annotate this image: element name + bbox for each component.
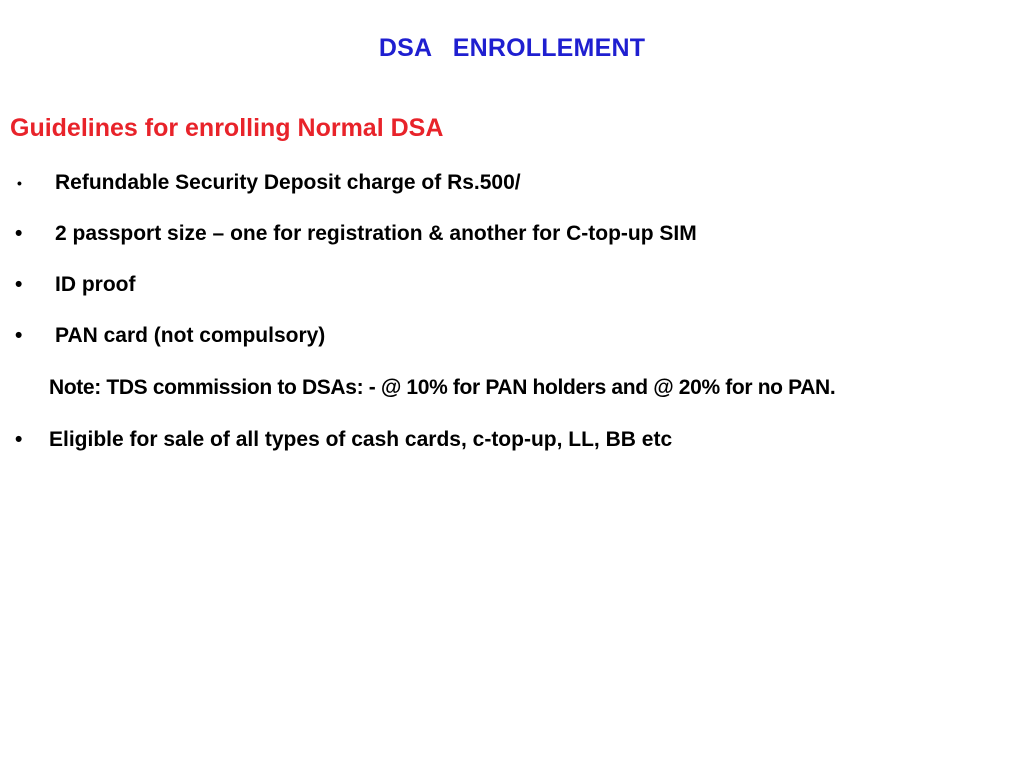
bullet-icon: • [15,222,23,245]
bullet-icon: • [17,175,22,191]
slide-title: DSA ENROLLEMENT [378,34,646,62]
bullet-icon: • [15,273,23,296]
list-item: PAN card (not compulsory) [55,324,326,347]
bullet-icon: • [15,324,23,347]
list-item: Refundable Security Deposit charge of Rs.500/ [55,171,521,194]
list-item: Eligible for sale of all types of cash cards, c-top-up, LL, BB etc [49,428,673,451]
list-item: ID proof [55,273,136,296]
note-text: Note: TDS commission to DSAs: - @ 10% for PAN holders and @ 20% for no PAN. [49,376,836,399]
list-item: 2 passport size – one for registration & another for C-top-up SIM [55,222,697,245]
bullet-icon: • [15,428,23,451]
slide-subtitle: Guidelines for enrolling Normal DSA [10,114,444,142]
